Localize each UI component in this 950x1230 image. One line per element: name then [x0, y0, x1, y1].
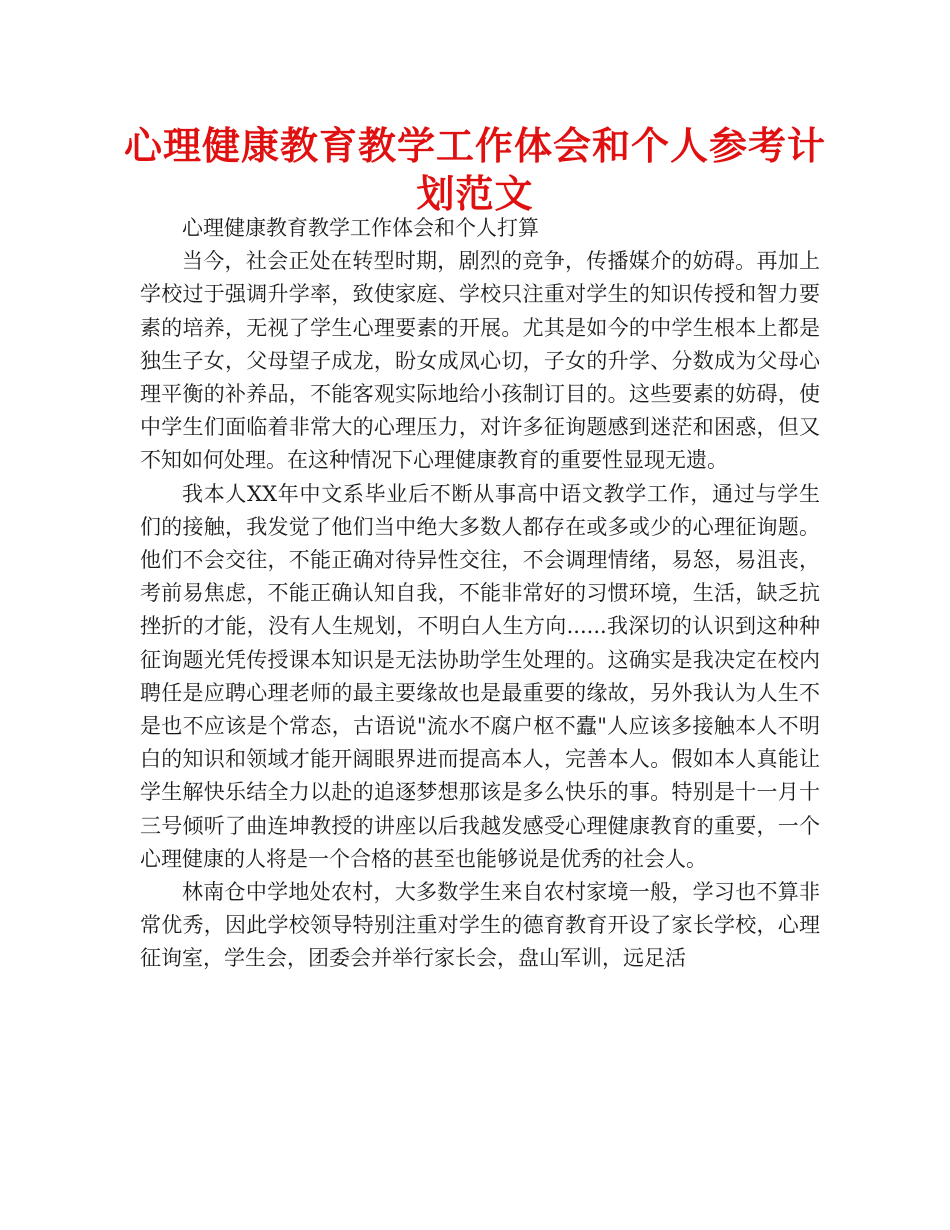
document-body: [140, 212, 820, 976]
document-subtitle: 心理健康教育教学工作体会和个人打算: [182, 216, 539, 240]
document-title: 心理健康教育教学工作体会和个人参考计划范文: [123, 124, 826, 216]
paragraph: 我本人XX年中文系毕业后不断从事高中语文教学工作，通过与学生们的接触，我发觉了他们当中绝大多数人都存在或多或少的心理征询题。他们不会交往，不能正确对待异性交往，不会调理情绪，易怒，易沮丧，考前易焦虑，不能正确认知自我，不能非常好的习惯环境，生活，缺乏抗挫折的才能，没有人生规划，不明白人生方向......我深切的认识到这种种征询题光凭传授课本知识是无法协助学生处理的。这确实是我决定在校内聘任是应聘心理老师的最主要缘故也是最重要的缘故，另外我认为人生不是也不应该是个常态，古语说"流水不腐户枢不蠹"人应该多接触本人不明白的知识和领域才能开阔眼界进而提高本人，完善本人。假如本人真能让学生解快乐结全力以赴的追逐梦想那该是多么快乐的事。特别是十一月十三号倾听了曲连坤教授的讲座以后我越发感受心理健康教育的重要，一个心理健康的人将是一个合格的甚至也能够说是优秀的社会人。: [140, 481, 820, 871]
paragraph: 林南仓中学地处农村，大多数学生来自农村家境一般，学习也不算非常优秀，因此学校领导特别注重对学生的德育教育开设了家长学校，心理征询室，学生会，团委会并举行家长会，盘山军训，远足活: [140, 880, 820, 971]
paragraph: 当今，社会正处在转型时期，剧烈的竞争，传播媒介的妨碍。再加上学校过于强调升学率，致使家庭、学校只注重对学生的知识传授和智力要素的培养，无视了学生心理要素的开展。尤其是如今的中学生根本上都是独生子女，父母望子成龙，盼女成凤心切，子女的升学、分数成为父母心理平衡的补养品，不能客观实际地给小孩制订目的。这些要素的妨碍，使中学生们面临着非常大的心理压力，对许多征询题感到迷茫和困惑，但又不知如何处理。在这种情况下心理健康教育的重要性显现无遗。: [140, 249, 820, 473]
